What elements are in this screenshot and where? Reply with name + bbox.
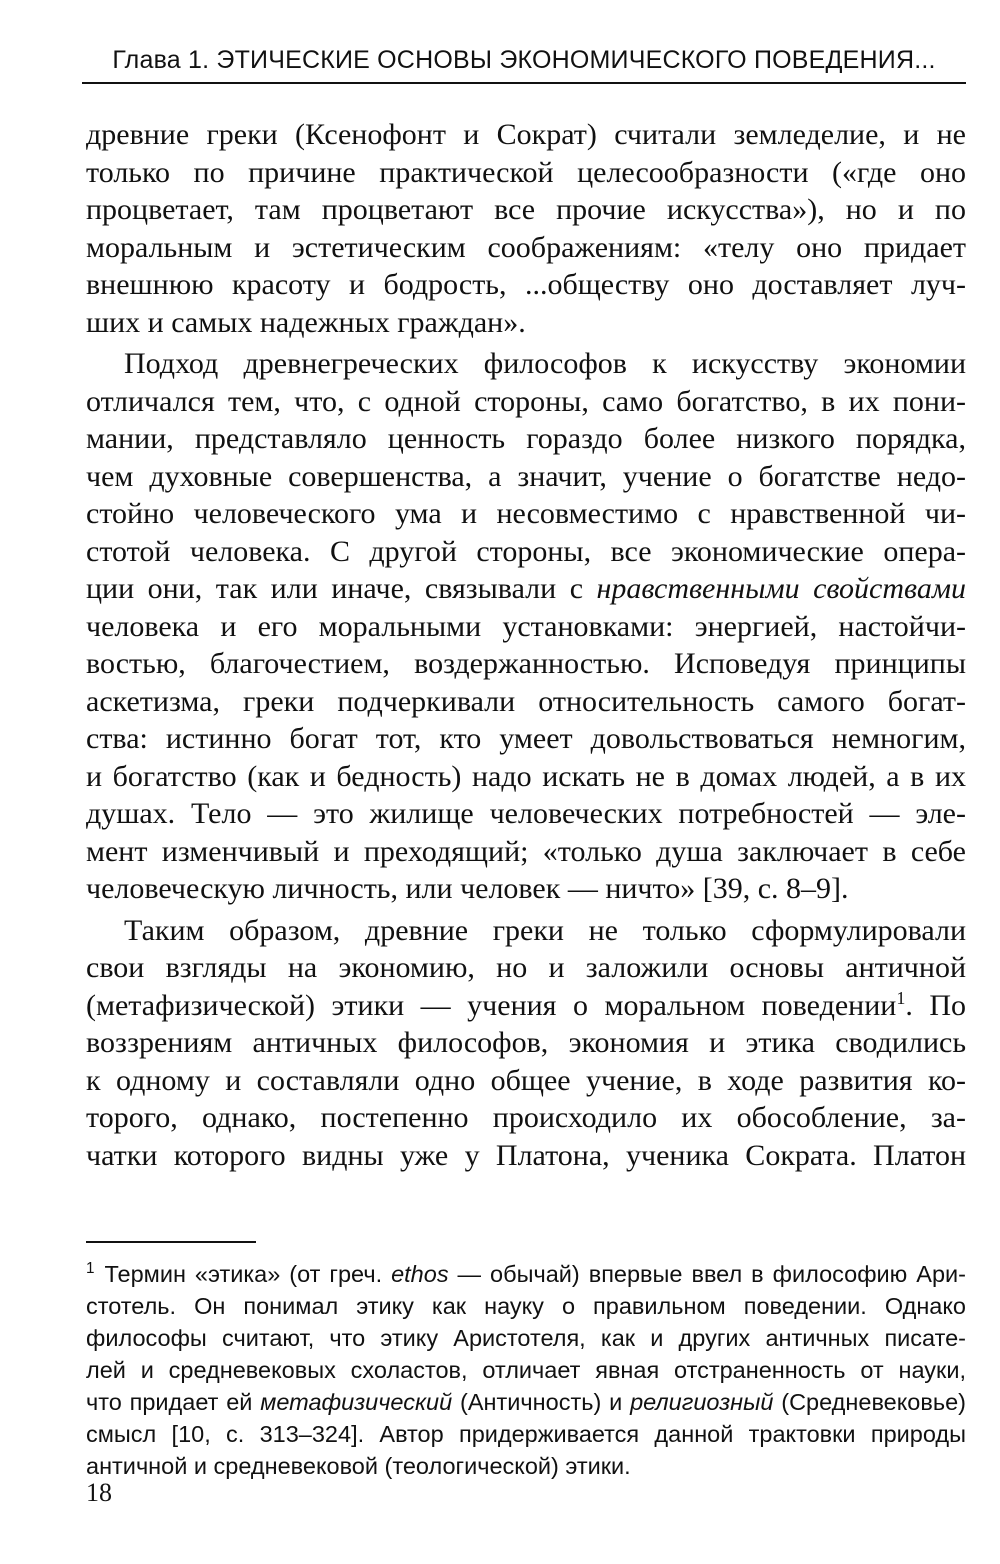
footnote-line: философы считают, что этику Аристотеля, как и других античных писате-	[86, 1325, 966, 1351]
footnote-line: лей и средневековых схоластов, отличает явная отстраненность от науки,	[86, 1357, 966, 1383]
footnote-mark: 1	[86, 1260, 95, 1278]
text-line: мент изменчивый и преходящий; «только душа заключает в себе	[86, 834, 966, 868]
text-run: (метафизической) этики — учения о моральном поведении	[86, 988, 897, 1022]
text-line: и богатство (как и бедность) надо искать не в домах людей, а в их	[86, 759, 966, 793]
text-line: Таким образом, древние греки не только сформулировали	[124, 913, 966, 947]
italic-term: ethos	[391, 1261, 449, 1287]
footnote-line: стотель. Он понимал этику как науку о правильном поведении. Однако	[86, 1293, 966, 1319]
text-line: свои взгляды на экономию, но и заложили основы античной	[86, 951, 966, 984]
text-line: Подход древнегреческих философов к искусству экономии	[124, 347, 966, 380]
text-run: (Средневековье)	[773, 1389, 966, 1415]
footnote-line: античной и средневековой (теологической) этики.	[86, 1453, 631, 1479]
paragraph-2	[86, 345, 966, 908]
text-line: древние греки (Ксенофонт и Сократ) считали земледелие, и не	[86, 118, 966, 151]
header-rule	[82, 82, 966, 84]
footnote-line: смысл [10, с. 313–324]. Автор придерживается данной трактовки природы	[86, 1421, 966, 1447]
page-number: 18	[86, 1478, 112, 1507]
text-line: чатки которого видны уже у Платона, ученика Сократа. Платон	[86, 1138, 966, 1172]
footnote	[86, 1258, 966, 1482]
footnote-ref[interactable]: 1	[896, 987, 906, 1008]
text-line	[86, 570, 966, 608]
italic-emphasis: нравственными свойствами	[596, 572, 966, 605]
text-run: ции они, так или иначе, связывали с	[86, 572, 597, 605]
text-line: стотой человека. С другой стороны, все экономические опера-	[86, 534, 966, 568]
text-line: аскетизма, греки подчеркивали относительность самого богат-	[86, 684, 966, 718]
italic-term: религиозный	[630, 1389, 774, 1415]
text-line: человеческую личность, или человек — ничто» [39, с. 8–9].	[86, 872, 849, 905]
text-run: что придает ей	[86, 1389, 261, 1415]
text-line: к одному и составляли одно общее учение, в ходе развития ко-	[86, 1063, 966, 1097]
text-run: (Античность) и	[452, 1389, 631, 1415]
text-line: воззрениям античных философов, экономия и этика сводились	[86, 1026, 966, 1059]
text-line: ших и самых надежных граждан».	[86, 305, 526, 339]
footnote-line	[86, 1258, 966, 1290]
text-run: Термин «этика» (от греч.	[104, 1261, 392, 1287]
text-run: . По	[905, 988, 966, 1022]
running-header: Глава 1. ЭТИЧЕСКИЕ ОСНОВЫ ЭКОНОМИЧЕСКОГО ПОВЕДЕНИЯ...	[112, 46, 936, 74]
text-run: — обычай) впервые ввел в философию Ари-	[448, 1261, 966, 1287]
text-line: человека и его моральными установками: энергией, настойчи-	[86, 609, 966, 643]
paragraph-3	[86, 912, 966, 1175]
text-line: востью, благочестием, воздержанностью. Исповедуя принципы	[86, 647, 966, 680]
text-line: стойно человеческого ума и несовместимо с нравственной чи-	[86, 497, 966, 530]
text-line: душах. Тело — это жилище человеческих потребностей — эле-	[86, 797, 966, 830]
text-line: моральным и эстетическим соображениям: «телу оно придает	[86, 230, 966, 264]
text-line	[86, 987, 966, 1025]
italic-term: метафизический	[260, 1389, 453, 1415]
text-line: отличался тем, что, с одной стороны, само богатство, в их пони-	[86, 384, 966, 418]
text-line: мании, представляло ценность гораздо более низкого порядка,	[86, 422, 966, 455]
footnote-line	[86, 1386, 966, 1418]
text-line: чем духовные совершенства, а значит, учение о богатстве недо-	[86, 459, 966, 493]
text-line: ства: истинно богат тот, кто умеет довольствоваться немногим,	[86, 722, 966, 755]
text-line: процветает, там процветают все прочие искусства»), но и по	[86, 193, 966, 226]
text-line: торого, однако, постепенно происходило их обособление, за-	[86, 1101, 966, 1134]
main-text	[86, 116, 966, 1174]
text-line: только по причине практической целесообразности («где оно	[86, 155, 966, 189]
footnote-rule	[86, 1241, 256, 1243]
text-line: внешнюю красоту и бодрость, ...обществу оно доставляет луч-	[86, 268, 966, 301]
paragraph-1	[86, 116, 966, 341]
